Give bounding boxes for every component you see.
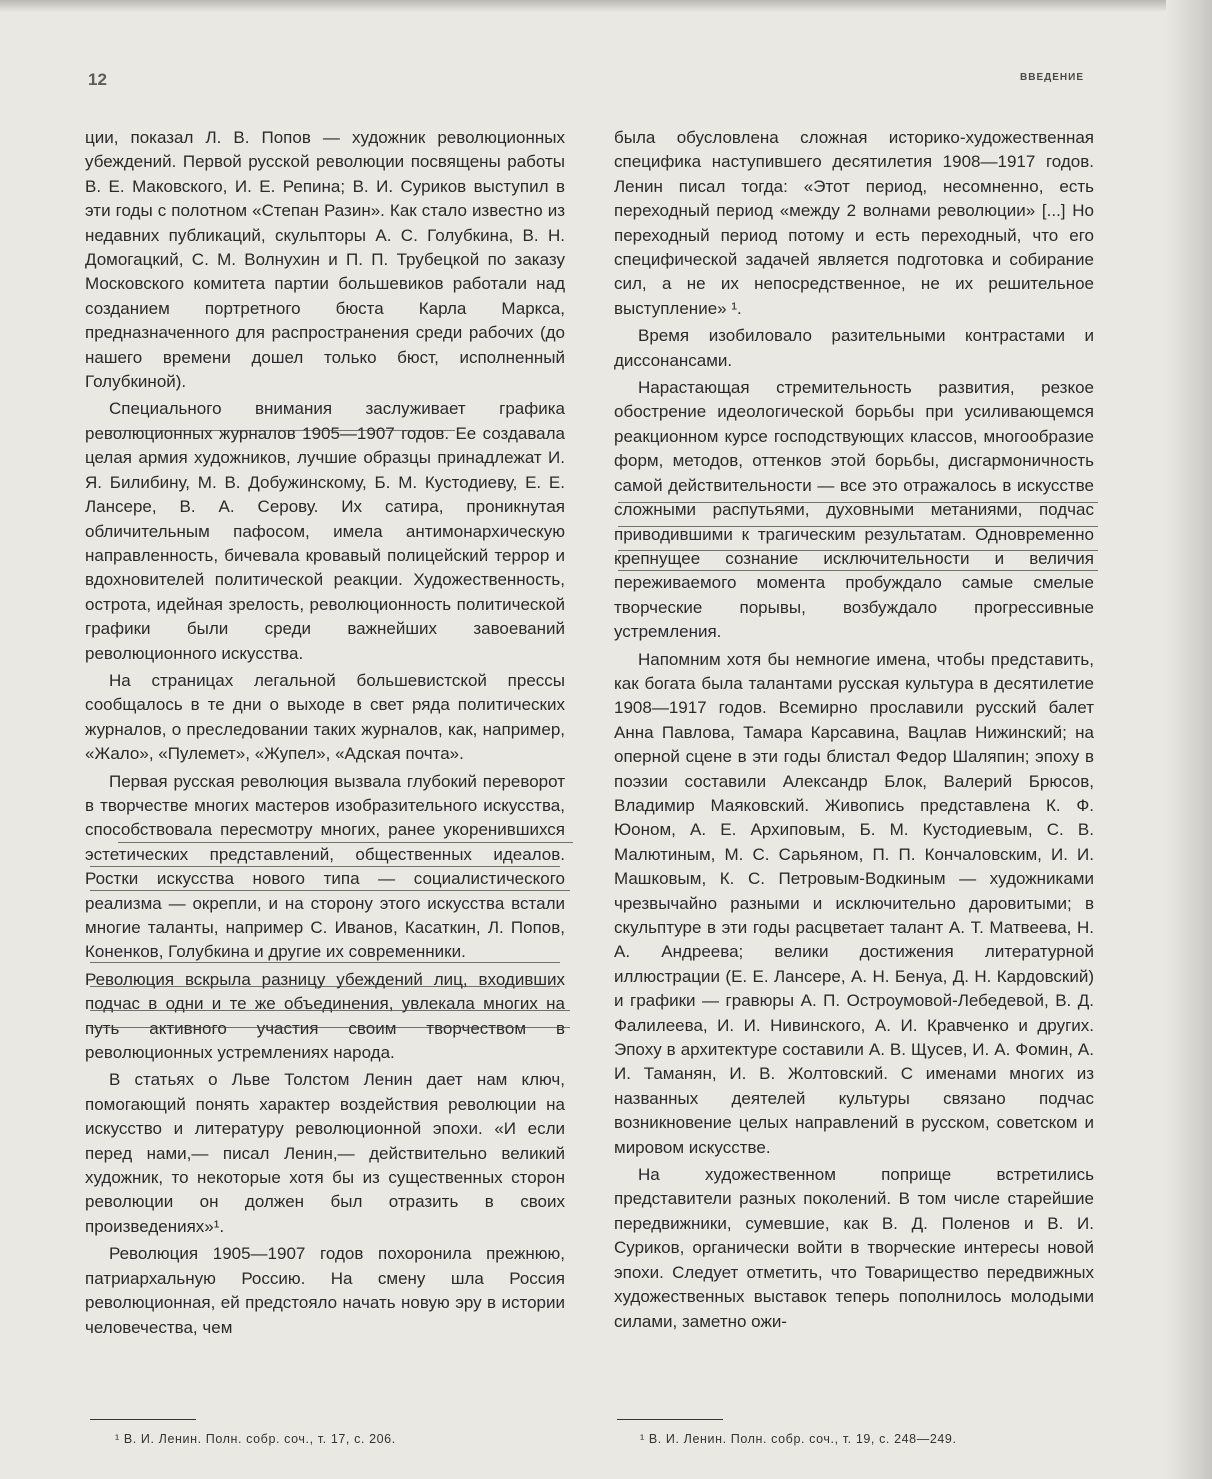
paragraph: Первая русская революция вызвала глубокий переворот в творчестве многих мастеров изобразительного искусства, способствовала пересмотру многих, ранее укоренившихся эстетических представлений, общественных идеалов. Ростки искусства нового типа — социалистического реализма — окрепли, и на сторону этого искусства встали многие таланты, например С. Иванов, Касаткин, Л. Попов, Коненков, Голубкина и другие их современники.: [85, 771, 565, 962]
pen-underline: [110, 430, 455, 431]
paragraph: ции, показал Л. В. Попов — художник революционных убеждений. Первой русской революции посвящены работы В. Е. Маковского, И. Е. Репина; В. И. Суриков выступил в эти годы с полотном «Степан Разин». Как стало известно из недавних публикаций, скульпторы А. С. Голубкина, В. Н. Домогацкий, С. М. Волнухин и П. П. Трубецкой по заказу Московского комитета партии большевиков работали над созданием портретного бюста Карла Маркса, предназначенного для распространения среди рабочих (до нашего времени дошел только бюст, исполненный Голубкиной).: [85, 128, 565, 392]
paragraph: Нарастающая стремительность развития, резкое обострение идеологической борьбы при усиливающемся реакционном курсе господствующих классов, многообразие форм, методов, оттенков этой борьбы, дисгармоничность самой действительности — все это отражалось в искусстве сложными распутьями, духовными метаниями, подчас приводившими к трагическим результатам. Одновременно крепнущее сознание исключительности и величия переживаемого момента пробуждало самые смелые творческие порывы, возбуждало прогрессивные устремления.: [614, 378, 1094, 642]
pen-underline: [90, 1010, 570, 1011]
paragraph: Время изобиловало разительными контрастами и диссонансами.: [614, 326, 1094, 370]
pen-underline: [118, 842, 573, 843]
scan-edge-right: [1166, 0, 1212, 1479]
pen-underline: [90, 890, 570, 891]
pen-underline: [618, 570, 1098, 571]
footnote-right: ¹ В. И. Ленин. Полн. собр. соч., т. 19, с. 248—249.: [640, 1432, 957, 1446]
paragraph: На художественном поприще встретились представители разных поколений. В том числе старейшие передвижники, сумевшие, как В. Д. Поленов и В. И. Суриков, органически войти в творческие интересы новой эпохи. Следует отметить, что Товарищество передвижных художественных выставок теперь пополнилось молодыми силами, заметно ожи-: [614, 1165, 1094, 1331]
pen-underline: [90, 1027, 570, 1028]
pen-underline: [618, 550, 1098, 551]
left-column: [85, 126, 565, 1340]
running-head: ВВЕДЕНИЕ: [1020, 72, 1084, 83]
pen-underline: [618, 502, 1098, 503]
paragraph: Специального внимания заслуживает графика революционных журналов 1905—1907 годов. Ее создавала целая армия художников, лучшие образцы принадлежат И. Я. Билибину, М. В. Добужинскому, Б. М. Кустодиеву, Е. Е. Лансере, В. А. Серову. Их сатира, проникнутая обличительным пафосом, имела антимонархическую направленность, бичевала кровавый полицейский террор и вдохновителей политической реакции. Художественность, острота, идейная зрелость, революционность политической графики были среди важнейших завоеваний революционного искусства.: [85, 399, 565, 663]
paragraph: Революция вскрыла разницу убеждений лиц, входивших подчас в одни и те же объединения, увлекала многих на путь активного участия своим творчеством в революционных устремлениях народа.: [85, 969, 565, 1063]
right-column: [614, 126, 1094, 1334]
footnote-left: ¹ В. И. Ленин. Полн. собр. соч., т. 17, с. 206.: [115, 1432, 396, 1446]
pen-underline: [90, 866, 560, 867]
footnote-rule: [90, 1419, 196, 1420]
footnote-rule: [617, 1419, 723, 1420]
paragraph: В статьях о Льве Толстом Ленин дает нам ключ, помогающий понять характер воздействия революции на искусство и литературу революционной эпохи. «И если перед нами,— писал Ленин,— действительно великий художник, то некоторые хотя бы из существенных сторон революции он должен был отразить в своих произведениях»¹.: [85, 1070, 565, 1236]
paragraph: Напомним хотя бы немногие имена, чтобы представить, как богата была талантами русская культура в десятилетие 1908—1917 годов. Всемирно прославили русский балет Анна Павлова, Тамара Карсавина, Вацлав Нижинский; на оперной сцене в эти годы блистал Федор Шаляпин; эпоху в поэзии составили Александр Блок, Валерий Брюсов, Владимир Маяковский. Живопись представлена К. Ф. Юоном, А. Е. Архиповым, Б. М. Кустодиевым, С. В. Малютиным, М. С. Сарьяном, П. П. Кончаловским, И. И. Машковым, К. С. Петровым-Водкиным — художниками чрезвычайно разными и исключительно даровитыми; в скульптуре в эти годы расцветает талант А. Т. Матвеева, Н. А. Андреева; велики достижения литературной иллюстрации (Е. Е. Лансере, А. Н. Бенуа, Д. Н. Кардовский) и графики — гравюры А. П. Остроумовой-Лебедевой, В. Д. Фалилеева, И. И. Нивинского, А. И. Кравченко и других. Эпоху в архитектуре составили А. В. Щусев, И. А. Фомин, А. И. Таманян, И. В. Жолтовский. С именами многих из названных деятелей культуры связано подчас возникновение целых направлений в русском, советском и мировом искусстве.: [614, 649, 1094, 1157]
pen-underline: [90, 962, 560, 963]
pen-underline: [90, 986, 560, 987]
paragraph: была обусловлена сложная историко-художественная специфика наступившего десятилетия 1908—1917 годов. Ленин писал тогда: «Этот период, несомненно, есть переходный период «между 2 волнами революции» [...] Но переходный период потому и есть переходный, что его специфической задачей является подготовка и собирание сил, а не их непосредственное, не их решительное выступление» ¹.: [614, 128, 1094, 318]
scan-edge-top: [0, 0, 1212, 12]
pen-underline: [618, 526, 1098, 527]
page-number: 12: [88, 70, 107, 89]
paragraph: На страницах легальной большевистской прессы сообщалось в те дни о выходе в свет ряда политических журналов, о преследовании таких журналов, как, например, «Жало», «Пулемет», «Жупел», «Адская почта».: [85, 670, 565, 764]
paragraph: Революция 1905—1907 годов похоронила прежнюю, патриархальную Россию. На смену шла Россия революционная, ей предстояло начать новую эру в истории человечества, чем: [85, 1244, 565, 1337]
